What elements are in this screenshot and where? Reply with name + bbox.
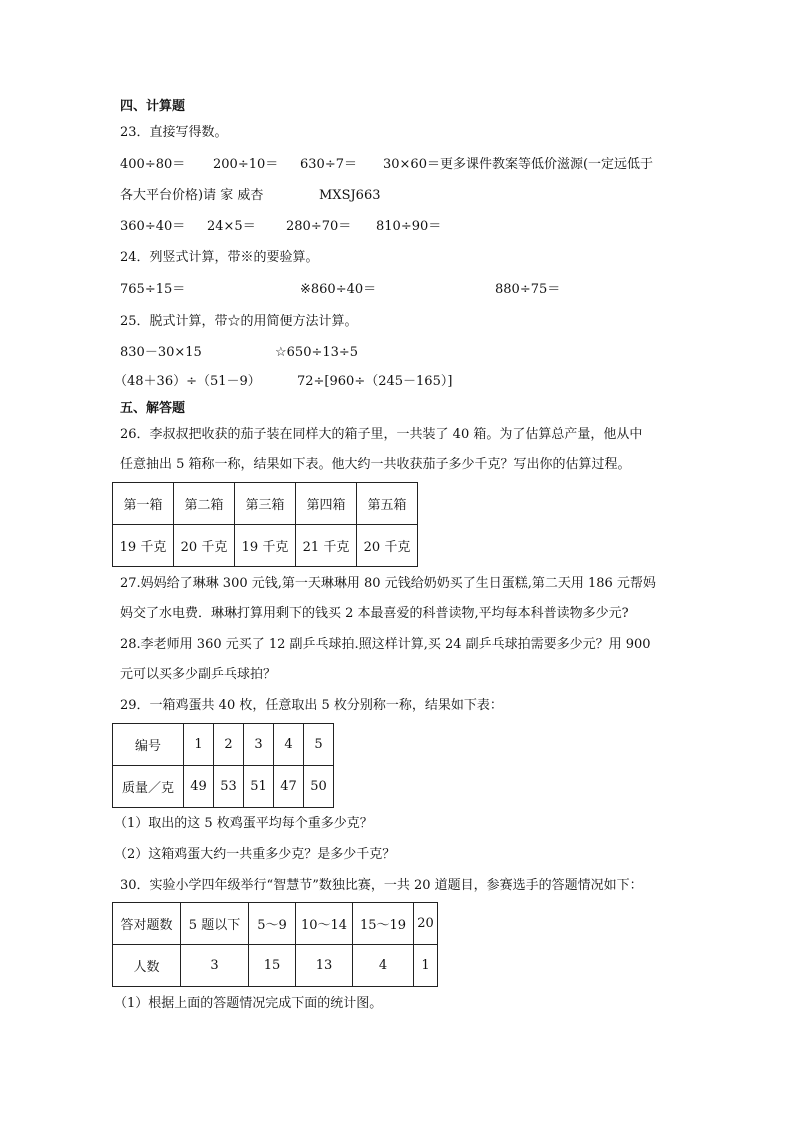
q26-value-cell: 19 千克: [113, 525, 174, 567]
q26-line-2: 任意抽出 5 箱称一称，结果如下表。他大约一共收获茄子多少千克？写出你的估算过程。: [120, 457, 631, 472]
q29-row1-cell: 1: [184, 724, 214, 766]
q29-row1-cell: 5: [304, 724, 334, 766]
q29-row1-cell: 3: [244, 724, 274, 766]
q26-header-cell: 第一箱: [113, 483, 174, 525]
q29-sub-1: （1）取出的这 5 枚鸡蛋平均每个重多少克？: [114, 816, 373, 831]
q30-row1-cell: 15～19: [353, 903, 414, 945]
q26-header-cell: 第二箱: [174, 483, 235, 525]
q30-sub-1: （1）根据上面的答题情况完成下面的统计图。: [114, 996, 383, 1011]
q30-row1-cell: 10～14: [296, 903, 353, 945]
q30-row2-cell: 1: [414, 945, 438, 987]
q26-line-1: 26．李叔叔把收获的茄子装在同样大的箱子里，一共装了 40 箱。为了估算总产量，他从中: [120, 427, 643, 442]
q25-item-3: （48＋36）÷（51－9）: [114, 374, 261, 389]
q25-item-1: 830－30×15: [120, 345, 202, 360]
q28-line-2: 元可以买多少副乒乓球拍？: [120, 667, 277, 682]
q23-item-4: 30×60＝更多课件教案等低价滋源(一定远低于: [383, 157, 654, 172]
q29-row2-cell: 质量／克: [113, 766, 184, 808]
q26-header-cell: 第五箱: [357, 483, 418, 525]
q25-prompt: 25．脱式计算，带☆的用简便方法计算。: [120, 314, 358, 329]
q30-row1-cell: 20: [414, 903, 438, 945]
q29-line-1: 29．一箱鸡蛋共 40 枚，任意取出 5 枚分别称一称，结果如下表：: [120, 698, 503, 713]
q30-row1-cell: 5～9: [249, 903, 296, 945]
q26-value-cell: 21 千克: [296, 525, 357, 567]
q23-item-5: 360÷40＝: [120, 219, 186, 234]
q30-row2-cell: 3: [181, 945, 249, 987]
q27-line-1: 27.妈妈给了琳琳 300 元钱,第一天琳琳用 80 元钱给奶奶买了生日蛋糕,第二天用 186 元帮妈: [120, 576, 656, 591]
q30-table: [112, 902, 438, 987]
q30-row1-cell: 5 题以下: [181, 903, 249, 945]
q29-row1-cell: 编号: [113, 724, 184, 766]
section-4-heading: 四、计算题: [120, 99, 186, 114]
q23-item-8: 810÷90＝: [376, 219, 442, 234]
q23-item-7: 280÷70＝: [286, 219, 352, 234]
q29-row2-cell: 51: [244, 766, 274, 808]
q30-row2-cell: 4: [353, 945, 414, 987]
q29-row2-cell: 49: [184, 766, 214, 808]
q24-item-1: 765÷15＝: [120, 282, 186, 297]
q26-value-cell: 20 千克: [174, 525, 235, 567]
q26-header-cell: 第四箱: [296, 483, 357, 525]
q26-header-cell: 第三箱: [235, 483, 296, 525]
q29-row2-cell: 47: [274, 766, 304, 808]
q23-prompt: 23．直接写得数。: [120, 125, 228, 140]
q23-item-6: 24×5＝: [207, 219, 256, 234]
q23-continuation: 各大平台价格)请 家 威杏: [120, 188, 264, 203]
section-5-heading: 五、解答题: [120, 401, 186, 416]
q28-line-1: 28.李老师用 360 元买了 12 副乒乓球拍.照这样计算,买 24 副乒乓球拍需要多少元？用 900: [120, 637, 651, 652]
q23-item-3: 630÷7＝: [300, 157, 357, 172]
q26-table: [112, 482, 418, 567]
q23-item-2: 200÷10＝: [213, 157, 279, 172]
q25-item-4: 72÷[960÷（245－165）]: [297, 374, 453, 389]
q27-line-2: 妈交了水电费．琳琳打算用剩下的钱买 2 本最喜爱的科普读物,平均每本科普读物多少元?: [120, 606, 629, 621]
q29-table: [112, 723, 334, 808]
q30-row2-cell: 13: [296, 945, 353, 987]
q26-value-cell: 20 千克: [357, 525, 418, 567]
q29-row1-cell: 2: [214, 724, 244, 766]
q29-row2-cell: 50: [304, 766, 334, 808]
q25-item-2: ☆650÷13÷5: [275, 345, 359, 360]
q30-row2-cell: 15: [249, 945, 296, 987]
q24-prompt: 24．列竖式计算，带※的要验算。: [120, 250, 319, 265]
q29-sub-2: （2）这箱鸡蛋大约一共重多少克？是多少千克？: [114, 847, 396, 862]
q26-value-cell: 19 千克: [235, 525, 296, 567]
q24-item-2: ※860÷40＝: [300, 282, 377, 297]
q23-item-1: 400÷80＝: [120, 157, 186, 172]
q29-row1-cell: 4: [274, 724, 304, 766]
q24-item-3: 880÷75＝: [495, 282, 561, 297]
q29-row2-cell: 53: [214, 766, 244, 808]
q30-line-1: 30．实验小学四年级举行“智慧节”数独比赛，一共 20 道题目，参赛选手的答题情况如下：: [120, 878, 643, 893]
q30-row2-cell: 人数: [113, 945, 181, 987]
q30-row1-cell: 答对题数: [113, 903, 181, 945]
q23-code: MXSJ663: [319, 188, 381, 203]
